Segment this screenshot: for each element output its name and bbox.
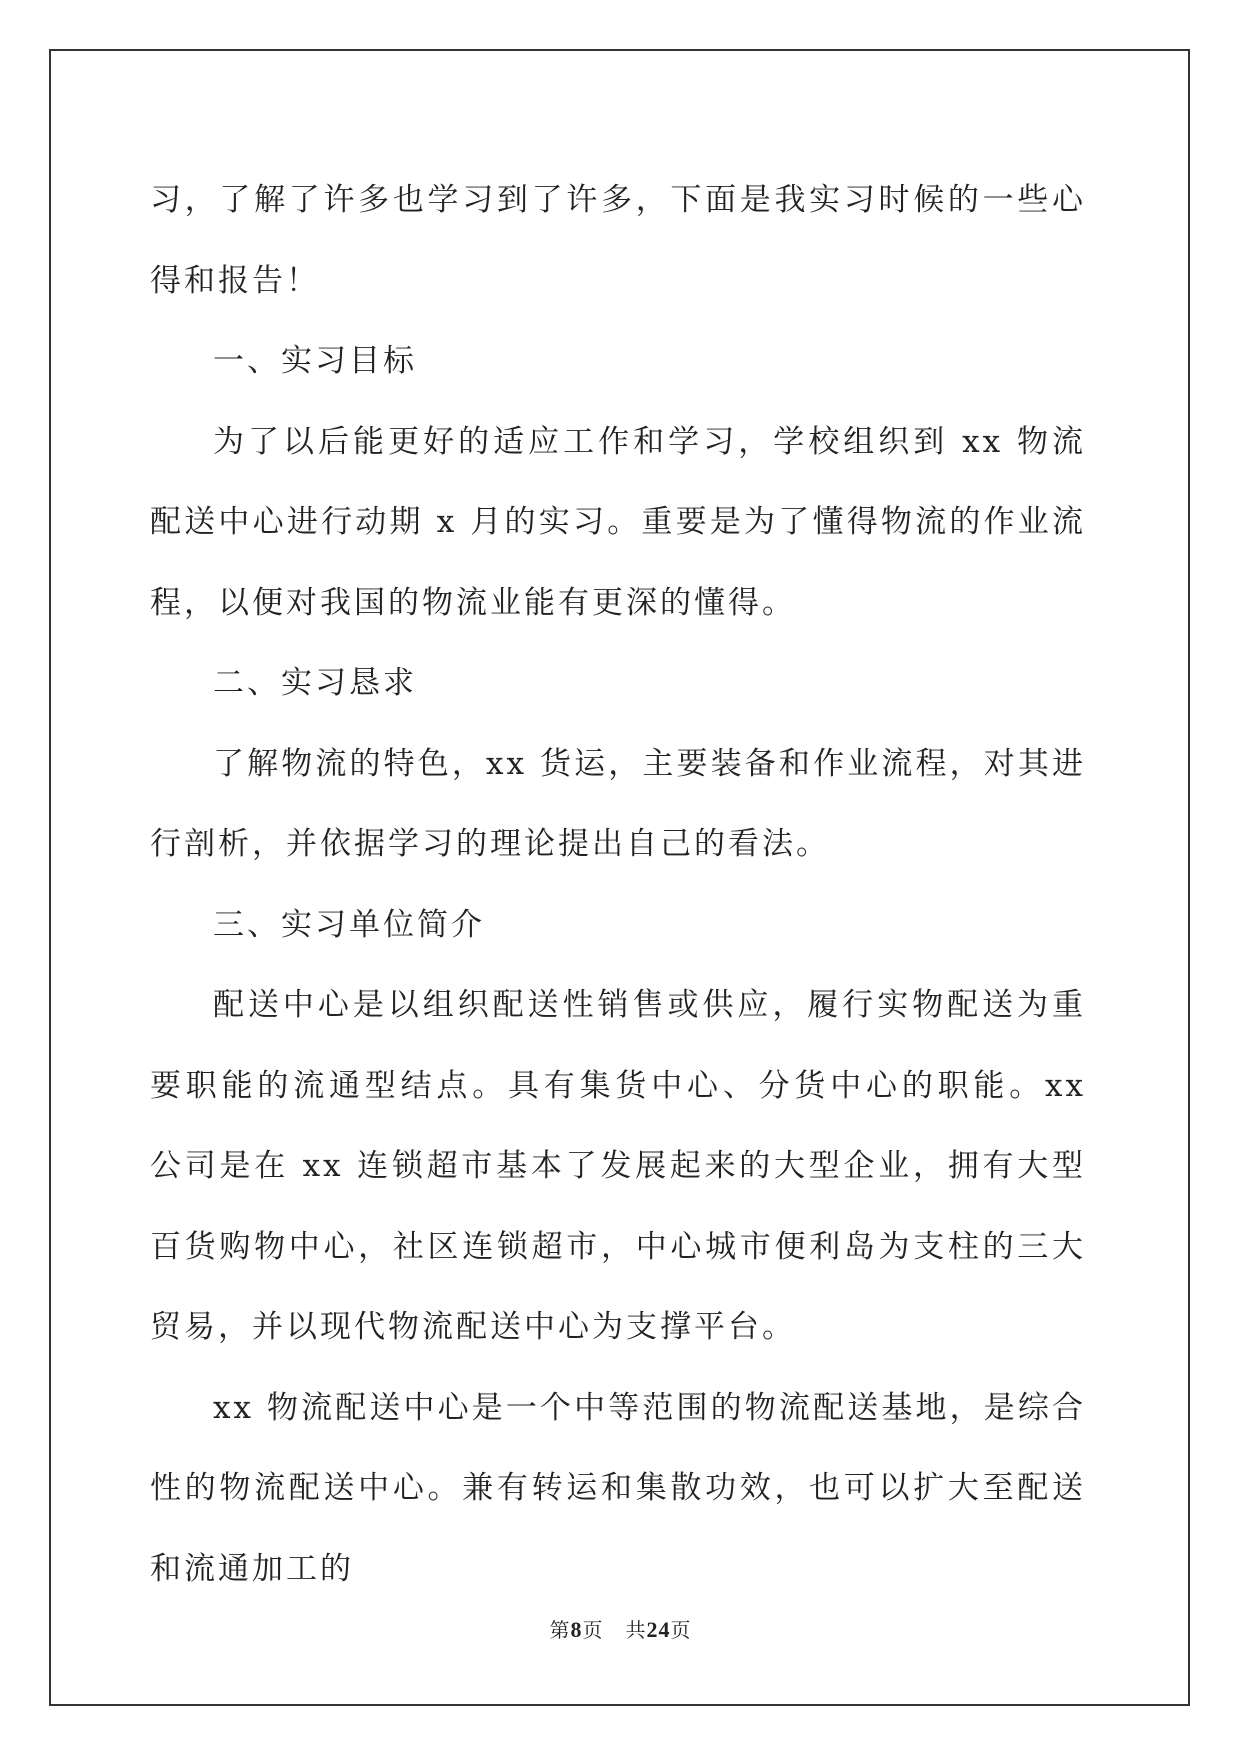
- footer-total-pages: 24: [646, 1617, 671, 1642]
- paragraph-unit-intro: 配送中心是以组织配送性销售或供应，履行实物配送为重要职能的流通型结点。具有集货中心、分货中心的职能。xx 公司是在 xx 连锁超市基本了发展起来的大型企业，拥有大型百货购物中心，社区连锁超市，中心城市便利岛为支柱的三大贸易，并以现代物流配送中心为支撑平台。: [150, 987, 1086, 1345]
- section-heading-unit-intro: 三、实习单位简介: [213, 906, 485, 943]
- footer-page-number: 8: [570, 1617, 583, 1642]
- section-heading-goal: 一、实习目标: [213, 343, 417, 379]
- paragraph-logistics-center: xx 物流配送中心是一个中等范围的物流配送基地，是综合性的物流配送中心。兼有转运和集散功效，也可以扩大至配送和流通加工的: [150, 1389, 1086, 1587]
- paragraph-requirements: 了解物流的特色，xx 货运，主要装备和作业流程，对其进行剖析，并依据学习的理论提出自己的看法。: [150, 745, 1086, 862]
- footer-page-suffix: 页: [582, 1618, 604, 1642]
- footer-total-suffix: 页: [670, 1618, 692, 1642]
- document-body: [150, 160, 1086, 1609]
- paragraph-goal: 为了以后能更好的适应工作和学习，学校组织到 xx 物流配送中心进行动期 x 月的实习。重要是为了懂得物流的作业流程，以便对我国的物流业能有更深的懂得。: [150, 423, 1086, 621]
- paragraph-1: 习，了解了许多也学习到了许多，下面是我实习时候的一些心得和报告！: [150, 182, 1086, 299]
- footer-total-prefix: 共: [625, 1618, 647, 1642]
- footer-page-prefix: 第: [549, 1618, 571, 1642]
- page-footer: [0, 1614, 1241, 1643]
- section-heading-requirements: 二、实习恳求: [213, 665, 417, 701]
